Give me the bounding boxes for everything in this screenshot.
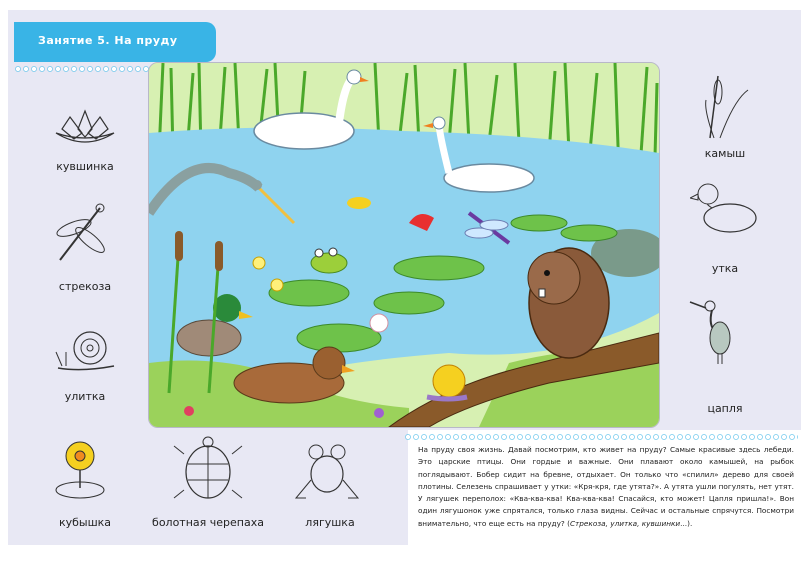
- beaver: [528, 248, 609, 358]
- label-reed: камыш: [704, 147, 746, 160]
- spiral-binding-text: [404, 432, 798, 442]
- label-pond-turtle: болотная черепаха: [152, 516, 264, 529]
- heron-icon: [688, 296, 748, 364]
- story-text-hint: Стрекоза, улитка, кувшинки: [569, 518, 681, 528]
- pond-scene-illustration: [148, 62, 660, 428]
- pond-turtle-icon: [170, 436, 246, 504]
- white-water-lily: [370, 314, 388, 332]
- flower-red: [184, 406, 194, 416]
- label-heron: цапля: [707, 402, 743, 415]
- yellow-lily-bud: [271, 279, 283, 291]
- yellow-water-lily-icon: [52, 436, 108, 500]
- fish-yellow: [347, 197, 371, 209]
- flower-purple: [374, 408, 384, 418]
- label-duck: утка: [711, 262, 739, 275]
- story-text-main: На пруду своя жизнь. Давай посмотрим, кто живет на пруду? Самые красивые здесь лебеди. Это царские птицы. Они гордые и важные. Они плавают около камышей, на рыбок поглядывают. Бобер сидит на бревне, отдыхает. Он только что «спилил» дерево для своей плотины. Селезень спрашивает у утки: «Кря-кря, где утята?». А утята ушли погулять, нет утят. У лягушек переполох: «Ква-ква-ква! Ква-ква-ква! Спасайся, кто может! Цапля пришла!». Вон один лягушонок уже спрятался, только глаза видны. Сейчас и остальные спрячутся. Посмотри внимательно, что еще есть на пруду? (: [418, 445, 794, 528]
- label-snail: улитка: [64, 390, 106, 403]
- label-yellow-water-lily: кубышка: [58, 516, 112, 529]
- pond-scene-svg: [149, 63, 659, 427]
- story-text: [418, 444, 794, 530]
- story-text-end: ...).: [680, 518, 693, 528]
- lesson-header: [14, 22, 216, 62]
- water-lily-icon: [52, 107, 118, 147]
- frog-icon: [292, 440, 362, 500]
- label-water-lily: кувшинка: [56, 160, 114, 173]
- yellow-lily-bud-2: [253, 257, 265, 269]
- dragonfly-icon: [50, 200, 116, 266]
- reed-icon: [700, 70, 750, 140]
- label-dragonfly: стрекоза: [58, 280, 112, 293]
- label-frog: лягушка: [305, 516, 355, 529]
- lesson-title: Занятие 5. На пруду: [38, 34, 178, 47]
- duck-icon: [690, 178, 760, 238]
- snail-icon: [52, 328, 118, 374]
